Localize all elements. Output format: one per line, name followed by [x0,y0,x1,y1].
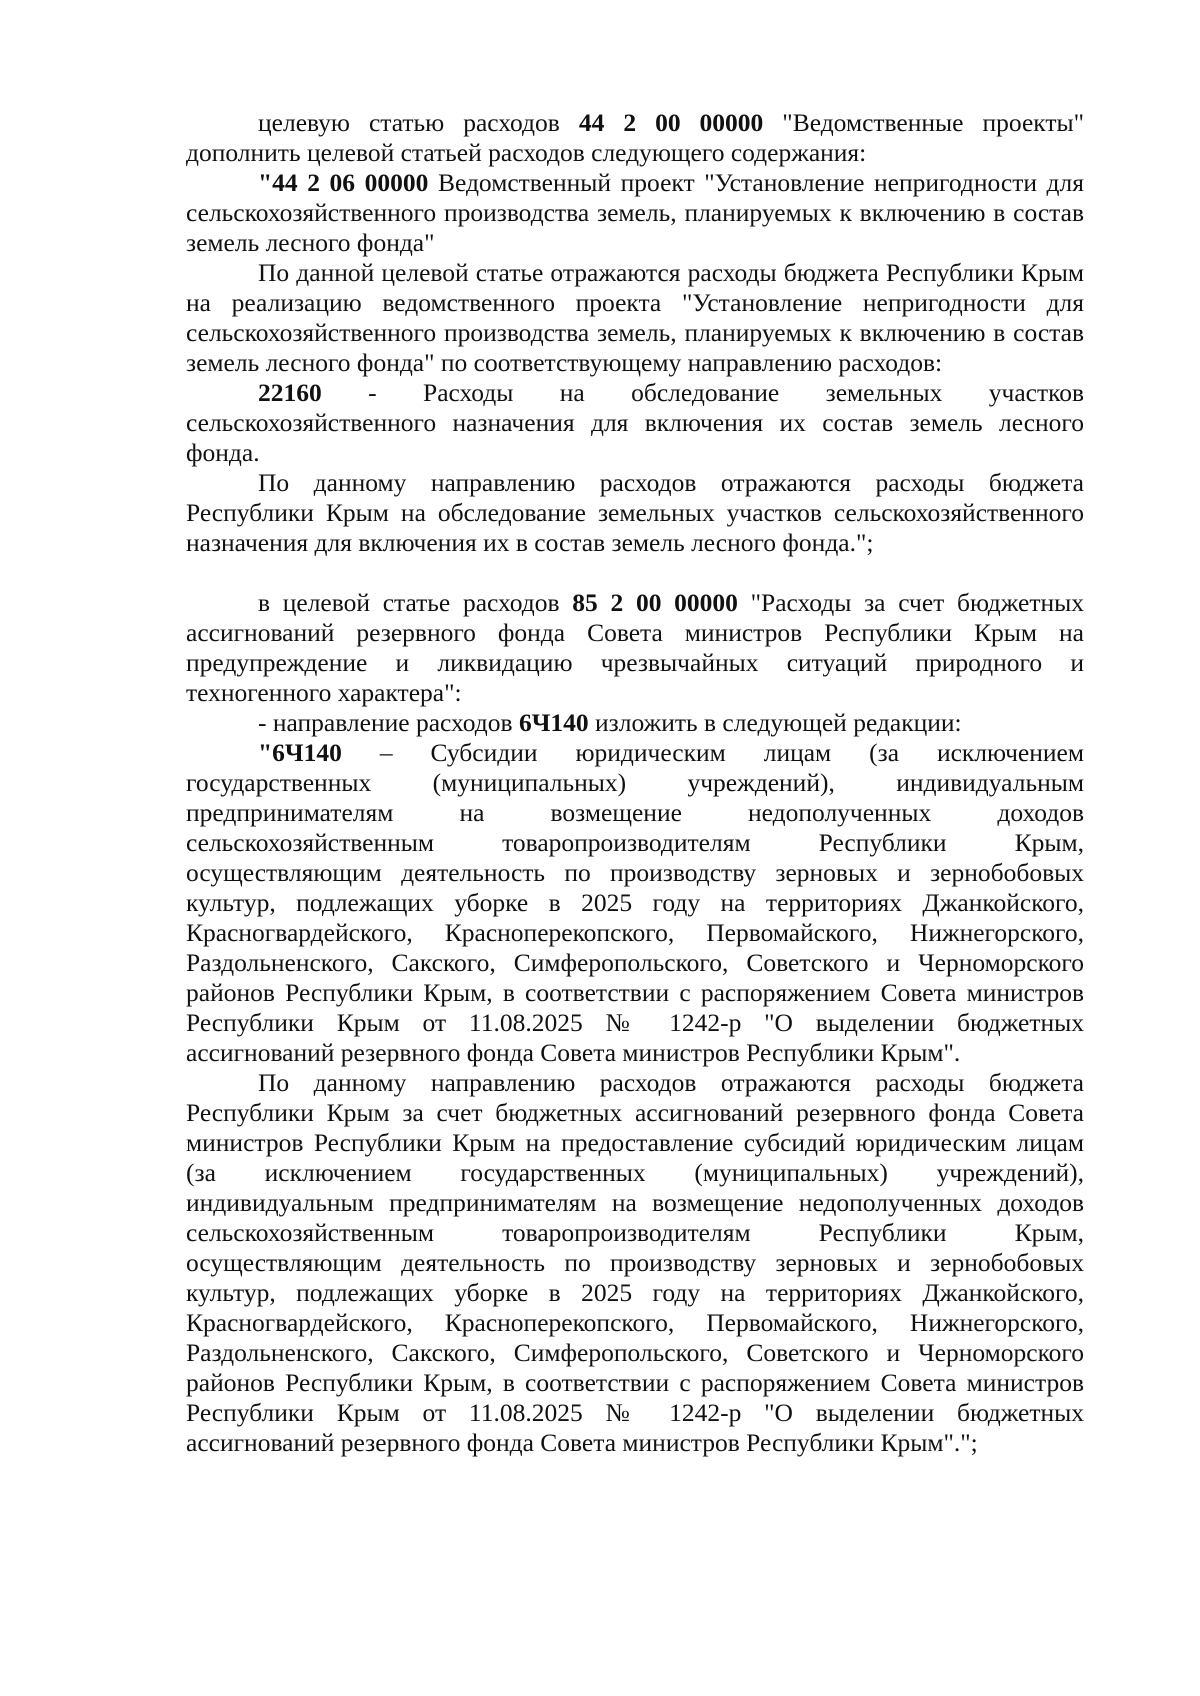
code-6ch140-quoted: "6Ч140 [258,738,342,767]
paragraph-target-article-44-2: целевую статью расходов 44 2 00 00000 "Ведомственные проекты" дополнить целевой статьей расходов следующего содержания: [186,108,1085,167]
paragraph-direction-6ch140: "6Ч140 – Субсидии юридическим лицам (за исключением государственных (муниципальных) учреждений), индивидуальным предпринимателям на возмещение недополученных доходов сельскохозяйственным товаропроизводителям Республики Крым, осуществляющим деятельность по производству зерновых и зернобобовых культур, подлежащих уборке в 2025 году на территориях Джанкойского, Красногвардейского, Красноперекопского, Первомайского, Нижнегорского, Раздольненского, Сакского, Симферопольского, Советского и Черноморского районов Республики Крым, в соответствии с распоряжением Совета министров Республики Крым от 11.08.2025 № 1242-р "О выделении бюджетных ассигнований резервного фонда Совета министров Республики Крым". [186,738,1084,1067]
code-85-2-00-00000: 85 2 00 00000 [572,588,738,617]
paragraph-target-article-85-2: в целевой статье расходов 85 2 00 00000 "Расходы за счет бюджетных ассигнований резервного фонда Совета министров Республики Крым на предупреждение и ликвидацию чрезвычайных ситуаций природного и техногенного характера": [186,588,1084,707]
paragraph-direction-22160: 22160 - Расходы на обследование земельных участков сельскохозяйственного назначения для включения их состав земель лесного фонда. [186,378,1084,467]
paragraph-project-description: По данной целевой статье отражаются расходы бюджета Республики Крым на реализацию ведомственного проекта "Установление непригодности для сельскохозяйственного производства земель, планируемых к включению в состав земель лесного фонда" по соответствующему направлению расходов: [186,258,1084,377]
code-44-2-00-00000: 44 2 00 00000 [578,108,764,137]
code-44-2-06-00000: "44 2 06 00000 [258,168,429,197]
paragraph-direction-6ch140-description: По данному направлению расходов отражаются расходы бюджета Республики Крым за счет бюджетных ассигнований резервного фонда Совета министров Республики Крым на предоставление субсидий юридическим лицам (за исключением государственных (муниципальных) учреждений), индивидуальным предпринимателям на возмещение недополученных доходов сельскохозяйственным товаропроизводителям Республики Крым, осуществляющим деятельность по производству зерновых и зернобобовых культур, подлежащих уборке в 2025 году на территориях Джанкойского, Красногвардейского, Красноперекопского, Первомайского, Нижнегорского, Раздольненского, Сакского, Симферопольского, Советского и Черноморского районов Республики Крым, в соответствии с распоряжением Совета министров Республики Крым от 11.08.2025 № 1242-р "О выделении бюджетных ассигнований резервного фонда Совета министров Республики Крым"."; [186,1068,1084,1457]
code-6ch140: 6Ч140 [518,708,589,737]
code-22160: 22160 [258,378,322,407]
paragraph-project-44-2-06: "44 2 06 00000 Ведомственный проект "Установление непригодности для сельскохозяйственного производства земель, планируемых к включению в состав земель лесного фонда" [186,168,1084,257]
paragraph-direction-22160-description: По данному направлению расходов отражаются расходы бюджета Республики Крым на обследование земельных участков сельскохозяйственного назначения для включения их в состав земель лесного фонда."; [186,468,1084,557]
paragraph-direction-6ch140-intro: - направление расходов 6Ч140 изложить в следующей редакции: [258,708,962,737]
paragraph-spacer [186,558,1084,588]
